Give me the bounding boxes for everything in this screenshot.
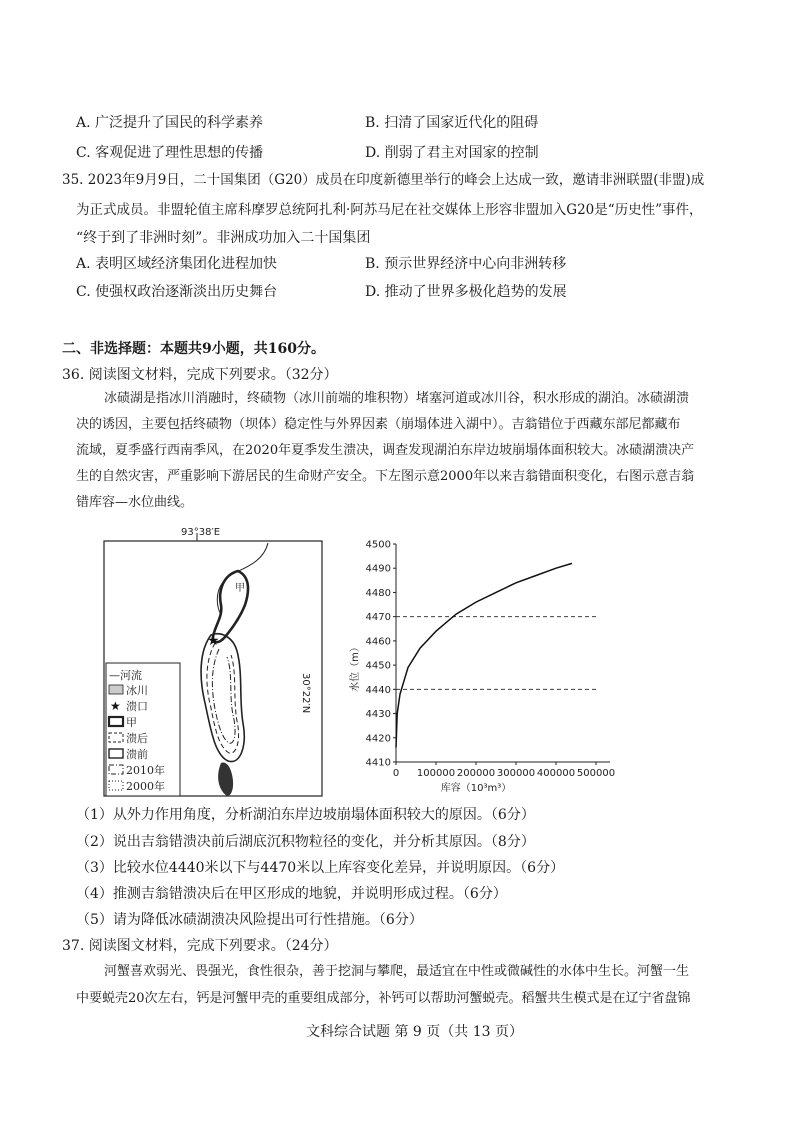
legend-outburst-label: 溃口	[126, 700, 148, 713]
y-tick-labels	[366, 540, 396, 769]
q37-title: 37. 阅读图文材料，完成下列要求。（24分）	[62, 938, 338, 954]
jia-label: 甲	[235, 583, 245, 594]
legend-river-label: —河流	[109, 669, 142, 682]
y-tick-label: 4450	[365, 660, 391, 672]
2010-outline	[212, 649, 235, 743]
q35-stem-line: 35. 2023年9月9日，二十国集团（G20）成员在印度新德里举行的峰会上达成一致，邀请非洲联盟(非盟)成	[62, 172, 705, 188]
latitude-label: 30°22′N	[300, 673, 311, 714]
q36-subquestion: （5）请为降低冰碛湖溃决风险提出可行性措施。（6分）	[76, 912, 423, 928]
q36-material-line: 冰碛湖是指冰川消融时，终碛物（冰川前端的堆积物）堵塞河道或冰川谷，积水形成的湖泊。冰碛湖溃	[104, 391, 690, 406]
chart-axes	[396, 544, 610, 762]
glacier-shape	[218, 762, 233, 796]
q35-option-d: D. 推动了世界多极化趋势的发展	[365, 284, 567, 300]
y-tick-label: 4500	[365, 539, 391, 551]
q36-title: 36. 阅读图文材料，完成下列要求。（32分）	[62, 367, 338, 383]
q36-subquestion: （1）从外力作用角度，分析湖泊东岸边坡崩塌体面积较大的原因。（6分）	[76, 807, 535, 823]
q37-material-line: 河蟹喜欢弱光、畏强光，食性很杂，善于挖洞与攀爬，最适宜在中性或微碱性的水体中生长。河蟹一生	[104, 964, 690, 979]
y-tick-label: 4480	[365, 587, 391, 599]
x-tick-labels	[393, 762, 615, 779]
x-tick-label: 400000	[536, 768, 576, 779]
legend-item	[109, 668, 142, 682]
x-tick-label: 0	[392, 768, 400, 779]
q37-material-line: 中要蜕壳20次左右，钙是河蟹甲壳的重要组成部分，补钙可以帮助河蟹蜕壳。稻蟹共生模式是在辽宁省盘锦	[76, 991, 691, 1006]
q34-option-d: D. 削弱了君主对国家的控制	[365, 145, 539, 161]
legend-2010-label: 2010年	[126, 764, 165, 777]
q35-option-c: C. 使强权政治逐渐淡出历史舞台	[76, 284, 278, 300]
lake-map-svg	[103, 527, 325, 798]
q36-subquestion: （2）说出吉翁错溃决前后湖底沉积物粒径的变化，并分析其原因。（8分）	[76, 834, 535, 850]
y-tick-label: 4420	[365, 733, 391, 745]
x-tick-label: 100000	[416, 768, 456, 779]
legend-2000-label: 2000年	[126, 780, 165, 793]
q36-material-line: 流域，夏季盛行西南季风，在2020年夏季发生溃决，调查发现湖泊东岸边坡崩塌体面积较大。冰碛湖溃决产	[76, 443, 695, 458]
q35-option-b: B. 预示世界经济中心向非洲转移	[365, 256, 567, 272]
star-icon: ★	[110, 699, 121, 713]
longitude-label: 93°38′E	[181, 527, 221, 538]
y-tick-label: 4460	[365, 636, 391, 648]
storage-level-chart	[348, 532, 623, 797]
storage-level-curve	[396, 563, 572, 747]
q36-subquestion: （3）比较水位4440米以下与4470米以上库容变化差异，并说明原因。（6分）	[76, 860, 565, 876]
q34-option-c: C. 客观促进了理性思想的传播	[76, 145, 264, 161]
x-axis-label: 库容（10³m³）	[440, 783, 512, 794]
section-heading: 二、非选择题：本题共9小题，共160分。	[62, 341, 325, 357]
y-tick-label: 4440	[365, 684, 391, 696]
x-tick-label: 200000	[456, 768, 496, 779]
outburst-star-icon: ★	[207, 633, 220, 649]
q36-subquestion: （4）推测吉翁错溃决后在甲区形成的地貌，并说明形成过程。（6分）	[76, 886, 507, 902]
legend-pre-label: 溃前	[126, 748, 148, 761]
q34-option-b: B. 扫清了国家近代化的阻碍	[365, 115, 539, 131]
page-footer: 文科综合试题 第 9 页（共 13 页）	[306, 1024, 523, 1040]
y-axis-label: 水位（m）	[350, 642, 361, 692]
q36-material-line: 决的诱因，主要包括终碛物（坝体）稳定性与外界因素（崩塌体进入湖中）。吉翁错位于西藏东部尼都藏布	[76, 417, 681, 432]
x-tick-label: 500000	[576, 768, 616, 779]
q35-stem-line: “终于到了非洲时刻”。非洲成功加入二十国集团	[76, 230, 371, 246]
x-tick-label: 300000	[496, 768, 536, 779]
q34-option-a: A. 广泛提升了国民的科学素养	[76, 115, 264, 131]
q35-stem-line: 为正式成员。非盟轮值主席科摩罗总统阿扎利·阿苏马尼在社交媒体上形容非盟加入G20是“历史性”事件，	[76, 202, 703, 218]
legend-post-label: 溃后	[126, 732, 148, 745]
glacier-swatch	[109, 685, 123, 694]
chart-svg	[348, 532, 623, 797]
reference-lines	[396, 617, 596, 690]
q36-material-line: 生的自然灾害，严重影响下游居民的生命财产安全。下左图示意2000年以来吉翁错面积变化，右图示意吉翁	[76, 469, 695, 484]
y-tick-label: 4410	[365, 757, 391, 769]
legend-glacier-label: 冰川	[126, 684, 148, 697]
q36-material-line: 错库容—水位曲线。	[76, 495, 194, 510]
y-tick-label: 4470	[365, 612, 391, 624]
legend-item	[110, 699, 148, 713]
q35-option-a: A. 表明区域经济集团化进程加快	[76, 256, 278, 272]
y-tick-label: 4490	[365, 563, 391, 575]
y-tick-label: 4430	[365, 709, 391, 721]
post-outburst-outline	[207, 643, 239, 753]
legend-jia-label: 甲	[126, 716, 137, 729]
lake-map-figure	[103, 527, 325, 798]
